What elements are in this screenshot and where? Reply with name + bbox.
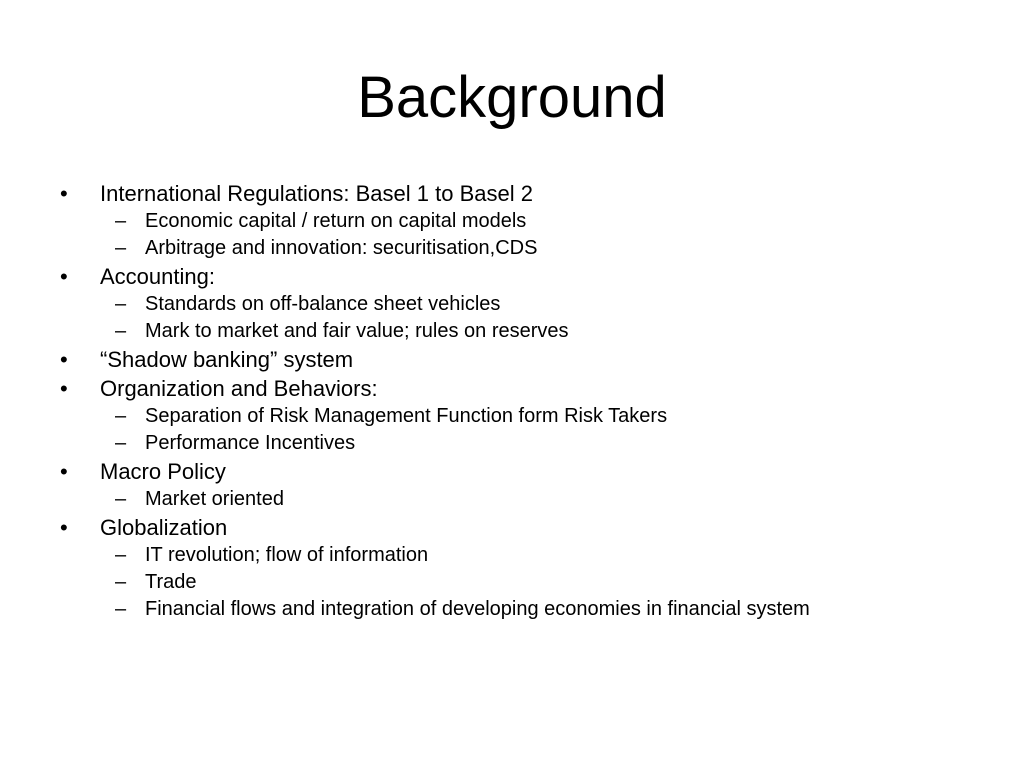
bullet-text: International Regulations: Basel 1 to Basel 2 xyxy=(100,181,533,206)
sub-bullet-marker: – xyxy=(115,432,127,454)
bullet-marker: • xyxy=(60,376,68,401)
sub-bullet-marker: – xyxy=(115,293,127,315)
bullet-marker: • xyxy=(60,459,68,484)
sub-bullet-marker: – xyxy=(115,544,127,566)
sub-bullet-item xyxy=(0,208,1024,235)
bullet-text: Organization and Behaviors: xyxy=(100,376,378,401)
bullet-item xyxy=(0,374,1024,403)
sub-bullet-item xyxy=(0,318,1024,345)
sub-bullet-marker: – xyxy=(115,320,127,342)
sub-bullet-marker: – xyxy=(115,488,127,510)
bullet-text: “Shadow banking” system xyxy=(100,347,354,372)
bullet-list xyxy=(0,179,1024,623)
sub-bullet-item xyxy=(0,486,1024,513)
sub-bullet-marker: – xyxy=(115,571,127,593)
sub-bullet-item xyxy=(0,596,1024,623)
bullet-marker: • xyxy=(60,347,68,372)
sub-bullet-text: Arbitrage and innovation: securitisation,CDS xyxy=(145,237,538,259)
sub-bullet-text: Financial flows and integration of developing economies in financial system xyxy=(145,598,810,620)
sub-bullet-marker: – xyxy=(115,405,127,427)
bullet-text: Accounting: xyxy=(100,264,215,289)
bullet-item xyxy=(0,345,1024,374)
sub-bullet-text: Performance Incentives xyxy=(145,432,356,454)
bullet-marker: • xyxy=(60,181,68,206)
bullet-text: Macro Policy xyxy=(100,459,226,484)
sub-bullet-text: Market oriented xyxy=(145,488,284,510)
bullet-item xyxy=(0,513,1024,542)
bullet-text: Globalization xyxy=(100,515,228,540)
sub-bullet-item xyxy=(0,569,1024,596)
sub-bullet-item xyxy=(0,403,1024,430)
sub-bullet-text: Separation of Risk Management Function form Risk Takers xyxy=(145,405,668,427)
sub-bullet-item xyxy=(0,430,1024,457)
bullet-item xyxy=(0,457,1024,486)
sub-bullet-marker: – xyxy=(115,237,127,259)
slide-title: Background xyxy=(357,65,667,130)
bullet-marker: • xyxy=(60,264,68,289)
sub-bullet-item xyxy=(0,291,1024,318)
bullet-marker: • xyxy=(60,515,68,540)
sub-bullet-text: Trade xyxy=(145,571,197,593)
sub-bullet-item xyxy=(0,235,1024,262)
sub-bullet-text: Standards on off-balance sheet vehicles xyxy=(145,293,501,315)
sub-bullet-text: Economic capital / return on capital models xyxy=(145,210,527,232)
bullet-item xyxy=(0,262,1024,291)
sub-bullet-text: Mark to market and fair value; rules on reserves xyxy=(145,320,569,342)
sub-bullet-text: IT revolution; flow of information xyxy=(145,544,429,566)
sub-bullet-marker: – xyxy=(115,210,127,232)
bullet-item xyxy=(0,179,1024,208)
sub-bullet-marker: – xyxy=(115,598,127,620)
sub-bullet-item xyxy=(0,542,1024,569)
